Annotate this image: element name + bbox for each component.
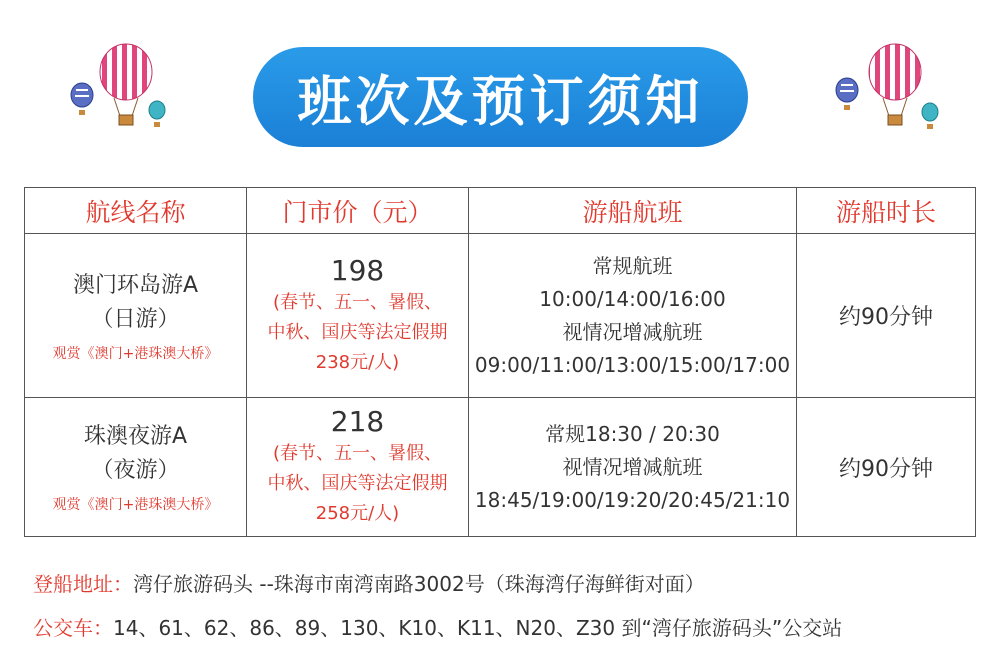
schedule-cell — [469, 234, 797, 398]
boarding-value: 湾仔旅游码头 --珠海市南湾南路3002号（珠海湾仔海鲜街对面） — [133, 572, 705, 596]
duration-cell — [797, 234, 976, 398]
duration-value: 约90分钟 — [839, 456, 933, 482]
price-value: 198 — [330, 253, 385, 287]
boarding-label: 登船地址： — [33, 572, 133, 596]
price-cell — [247, 398, 469, 537]
header-route-name: 航线名称 — [25, 188, 247, 234]
holiday-price: 238元/人) — [315, 351, 400, 373]
route-name: 珠澳夜游A — [83, 424, 188, 449]
price-cell — [247, 234, 469, 398]
holiday-price: 258元/人) — [315, 503, 400, 524]
schedule-cell — [469, 398, 797, 537]
holiday-note-line1: (春节、五一、暑假、 — [272, 443, 443, 464]
schedule-line: 18:45/19:00/19:20/20:45/21:10 — [474, 487, 791, 512]
price-value: 218 — [330, 405, 385, 438]
bus-info — [33, 612, 842, 641]
hot-air-balloons-left-icon — [62, 40, 182, 135]
header-duration: 游船时长 — [797, 188, 976, 234]
bus-value: 14、61、62、86、89、130、K10、K11、N20、Z30 到“湾仔旅游码头”公交站 — [113, 616, 843, 640]
route-note: 观赏《澳门+港珠澳大桥》 — [52, 497, 219, 513]
boarding-address — [33, 568, 705, 597]
schedule-line: 09:00/11:00/13:00/15:00/17:00 — [474, 352, 791, 377]
page-title: 班次及预订须知 — [297, 68, 704, 133]
route-type: （夜游） — [91, 458, 180, 483]
schedule-line: 视情况增减航班 — [562, 454, 703, 479]
schedule-line: 10:00/14:00/16:00 — [539, 286, 726, 311]
title-banner — [253, 47, 748, 147]
holiday-note-line2: 中秋、国庆等法定假期 — [267, 473, 448, 494]
schedule-line: 常规18:30 / 20:30 — [545, 421, 720, 446]
table-row — [25, 398, 976, 537]
header-schedule: 游船航班 — [469, 188, 797, 234]
table-header-row — [25, 188, 976, 234]
schedule-line: 常规航班 — [592, 253, 673, 278]
route-type: （日游） — [91, 306, 180, 332]
table-row — [25, 234, 976, 398]
duration-value: 约90分钟 — [839, 305, 933, 330]
header-price: 门市价（元） — [247, 188, 469, 234]
hot-air-balloons-right-icon — [825, 40, 945, 135]
route-cell — [25, 398, 247, 537]
schedule-table — [24, 187, 976, 537]
duration-cell — [797, 398, 976, 537]
schedule-line: 视情况增减航班 — [562, 319, 703, 344]
bus-label: 公交车： — [33, 616, 113, 640]
route-name: 澳门环岛游A — [72, 272, 199, 298]
route-note: 观赏《澳门+港珠澳大桥》 — [52, 345, 219, 362]
route-cell — [25, 234, 247, 398]
holiday-note-line2: 中秋、国庆等法定假期 — [267, 321, 448, 343]
holiday-note-line1: (春节、五一、暑假、 — [272, 291, 443, 313]
